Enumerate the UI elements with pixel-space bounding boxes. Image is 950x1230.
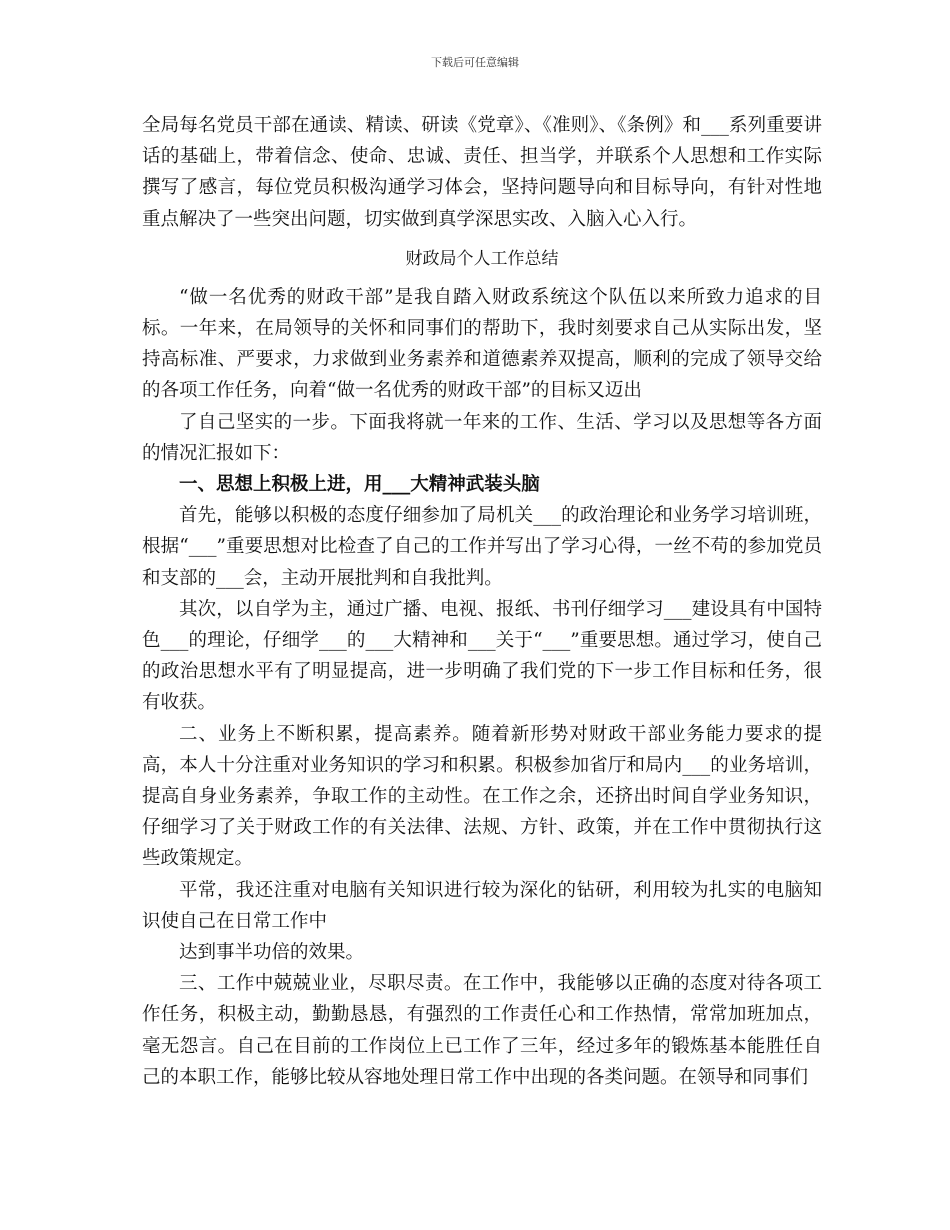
body-paragraph: 首先，能够以积极的态度仔细参加了局机关___的政治理论和业务学习培训班，根据“___”重要思想对比检查了自己的工作并写出了学习心得，一丝不苟的参加党员和支部的___会，主动开展批判和自我批判。	[142, 505, 822, 589]
page-header: 下载后可任意编辑	[431, 56, 519, 69]
body-paragraph: 平常，我还注重对电脑有关知识进行较为深化的钻研，利用较为扎实的电脑知识使自己在日常工作中	[142, 879, 822, 932]
body-paragraph: 二、业务上不断积累，提高素养。随着新形势对财政干部业务能力要求的提高，本人十分注重对业务知识的学习和积累。积极参加省厅和局内___的业务培训，提高自身业务素养，争取工作的主动性。在工作之余，还挤出时间自学业务知识，仔细学习了关于财政工作的有关法律、法规、方针、政策，并在工作中贯彻执行这些政策规定。	[142, 723, 822, 870]
document-title: 财政局个人工作总结	[405, 248, 559, 269]
body-paragraph: 三、工作中兢兢业业，尽职尽责。在工作中，我能够以正确的态度对待各项工作任务，积极主动，勤勤恳恳，有强烈的工作责任心和工作热情，常常加班加点，毫无怨言。自己在目前的工作岗位上已工作了三年，经过多年的锻炼基本能胜任自己的本职工作，能够比较从容地处理日常工作中出现的各类问题。在领导和同事们	[142, 973, 822, 1088]
body-paragraph: “做一名优秀的财政干部”是我自踏入财政系统这个队伍以来所致力追求的目标。一年来，在局领导的关怀和同事们的帮助下，我时刻要求自己从实际出发，坚持高标准、严要求，力求做到业务素养和道德素养双提高，顺利的完成了领导交给的各项工作任务，向着“做一名优秀的财政干部”的目标又迈出	[142, 286, 822, 402]
body-paragraph: 其次，以自学为主，通过广播、电视、报纸、书刊仔细学习___建设具有中国特色___的理论，仔细学___的___大精神和___关于“___”重要思想。通过学习，使自己的政治思想水平有了明显提高，进一步明确了我们党的下一步工作目标和任务，很有收获。	[142, 598, 822, 714]
body-paragraph: 了自己坚实的一步。下面我将就一年来的工作、生活、学习以及思想等各方面的情况汇报如下：	[142, 411, 822, 464]
intro-paragraph: 全局每名党员干部在通读、精读、研读《党章》、《准则》、《条例》和___系列重要讲话的基础上，带着信念、使命、忠诚、责任、担当学，并联系个人思想和工作实际撰写了感言，每位党员积极沟通学习体会，坚持问题导向和目标导向，有针对性地重点解决了一些突出问题，切实做到真学深思实改、入脑入心入行。	[142, 115, 822, 230]
body-paragraph: 达到事半功倍的效果。	[179, 942, 365, 964]
document-body	[142, 110, 822, 1093]
section-heading: 一、思想上积极上进，用___大精神武装头脑	[179, 474, 540, 496]
